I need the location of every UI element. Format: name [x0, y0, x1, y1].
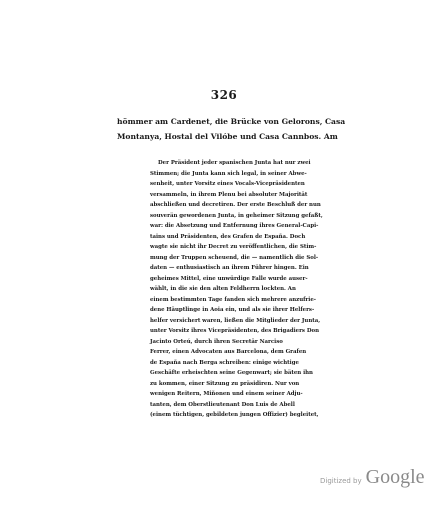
- footnote-line: Stimmen; die Junta kann sich legal, in seiner Abwe-: [150, 170, 307, 177]
- footnote-line: wenigen Reitern, Miñonen und einem seiner Adju-: [150, 391, 303, 397]
- footnote-line: wagte sie nicht ihr Decret zu veröffentlichen, die Stim-: [150, 244, 317, 250]
- footnote-line: helfer versichert waren, ließen die Mitglieder der Junta,: [150, 317, 321, 324]
- footnote-line: einem bestimmten Tage fanden sich mehrere anzufrie-: [150, 296, 316, 303]
- page-number: 326: [210, 88, 238, 102]
- footnote-line: souverän gewordenen Junta, in geheimer Sitzung gefaßt,: [150, 212, 323, 219]
- footnote-line: Ferrer, einen Advocaten aus Barcelona, dem Grafen: [150, 349, 307, 355]
- footnote-line: dene Häuptlinge in Aoia ein, und als sie ihrer Helfers-: [150, 307, 315, 313]
- footnote-line: senheit, unter Vorsitz eines Vocals-Vicepräsidenten: [150, 181, 305, 187]
- footnote-line: Der Präsident jeder spanischen Junta hat nur zwei: [158, 160, 311, 166]
- footnote-line: mung der Truppen scheuend, die — namentlich die Sol-: [150, 254, 319, 261]
- digitized-watermark: [320, 466, 425, 489]
- footnote-line: de España nach Berga schreiben: einige wichtige: [150, 359, 299, 366]
- main-text-line: hömmer am Cardenet, die Brücke von Gelorons, Casa: [117, 117, 346, 126]
- footnote-line: abschließen und decretiren. Der erste Beschluß der nun: [150, 202, 321, 208]
- footnote-line: Jacinto Orteú, durch ihren Secretär Narciso: [150, 338, 283, 345]
- footnote-line: tanten, dem Oberstlieutenant Don Luis de Abell: [150, 401, 295, 408]
- google-logo: Google: [365, 466, 425, 488]
- footnote-line: geheimes Mittel, eine unwürdige Falle wurde auser-: [150, 275, 308, 282]
- footnote-line: (einem tüchtigen, gebildeten jungen Offizier) begleitet,: [150, 412, 319, 418]
- footnote-line: Geschäfte erheischten seine Gegenwart; sie bäten ihn: [150, 370, 313, 376]
- main-text-line: Montanya, Hostal del Vilóbe und Casa Cannbos. Am: [117, 132, 338, 141]
- main-text: [117, 114, 346, 144]
- footnote-line: zu kommen, einer Sitzung zu präsidiren. Nur von: [150, 380, 300, 387]
- footnote-line: versammeln, in ihrem Plenu bei absoluter Majorität: [150, 191, 308, 198]
- footnote: [150, 158, 323, 421]
- footnote-line: war: die Absetzung und Entfernung ihres General-Capi-: [150, 223, 319, 229]
- footnote-line: wählt, in die sie den alten Feldherrn lockten. An: [150, 286, 296, 292]
- watermark-label: Digitized by: [320, 477, 362, 485]
- footnote-line: tains und Präsidenten, des Grafen de España. Doch: [150, 233, 306, 240]
- footnote-line: daten — enthusiastisch an ihrem Führer hingen. Ein: [150, 265, 309, 271]
- footnote-line: unter Vorsitz ihres Vicepräsidenten, des Brigadiers Don: [150, 328, 320, 334]
